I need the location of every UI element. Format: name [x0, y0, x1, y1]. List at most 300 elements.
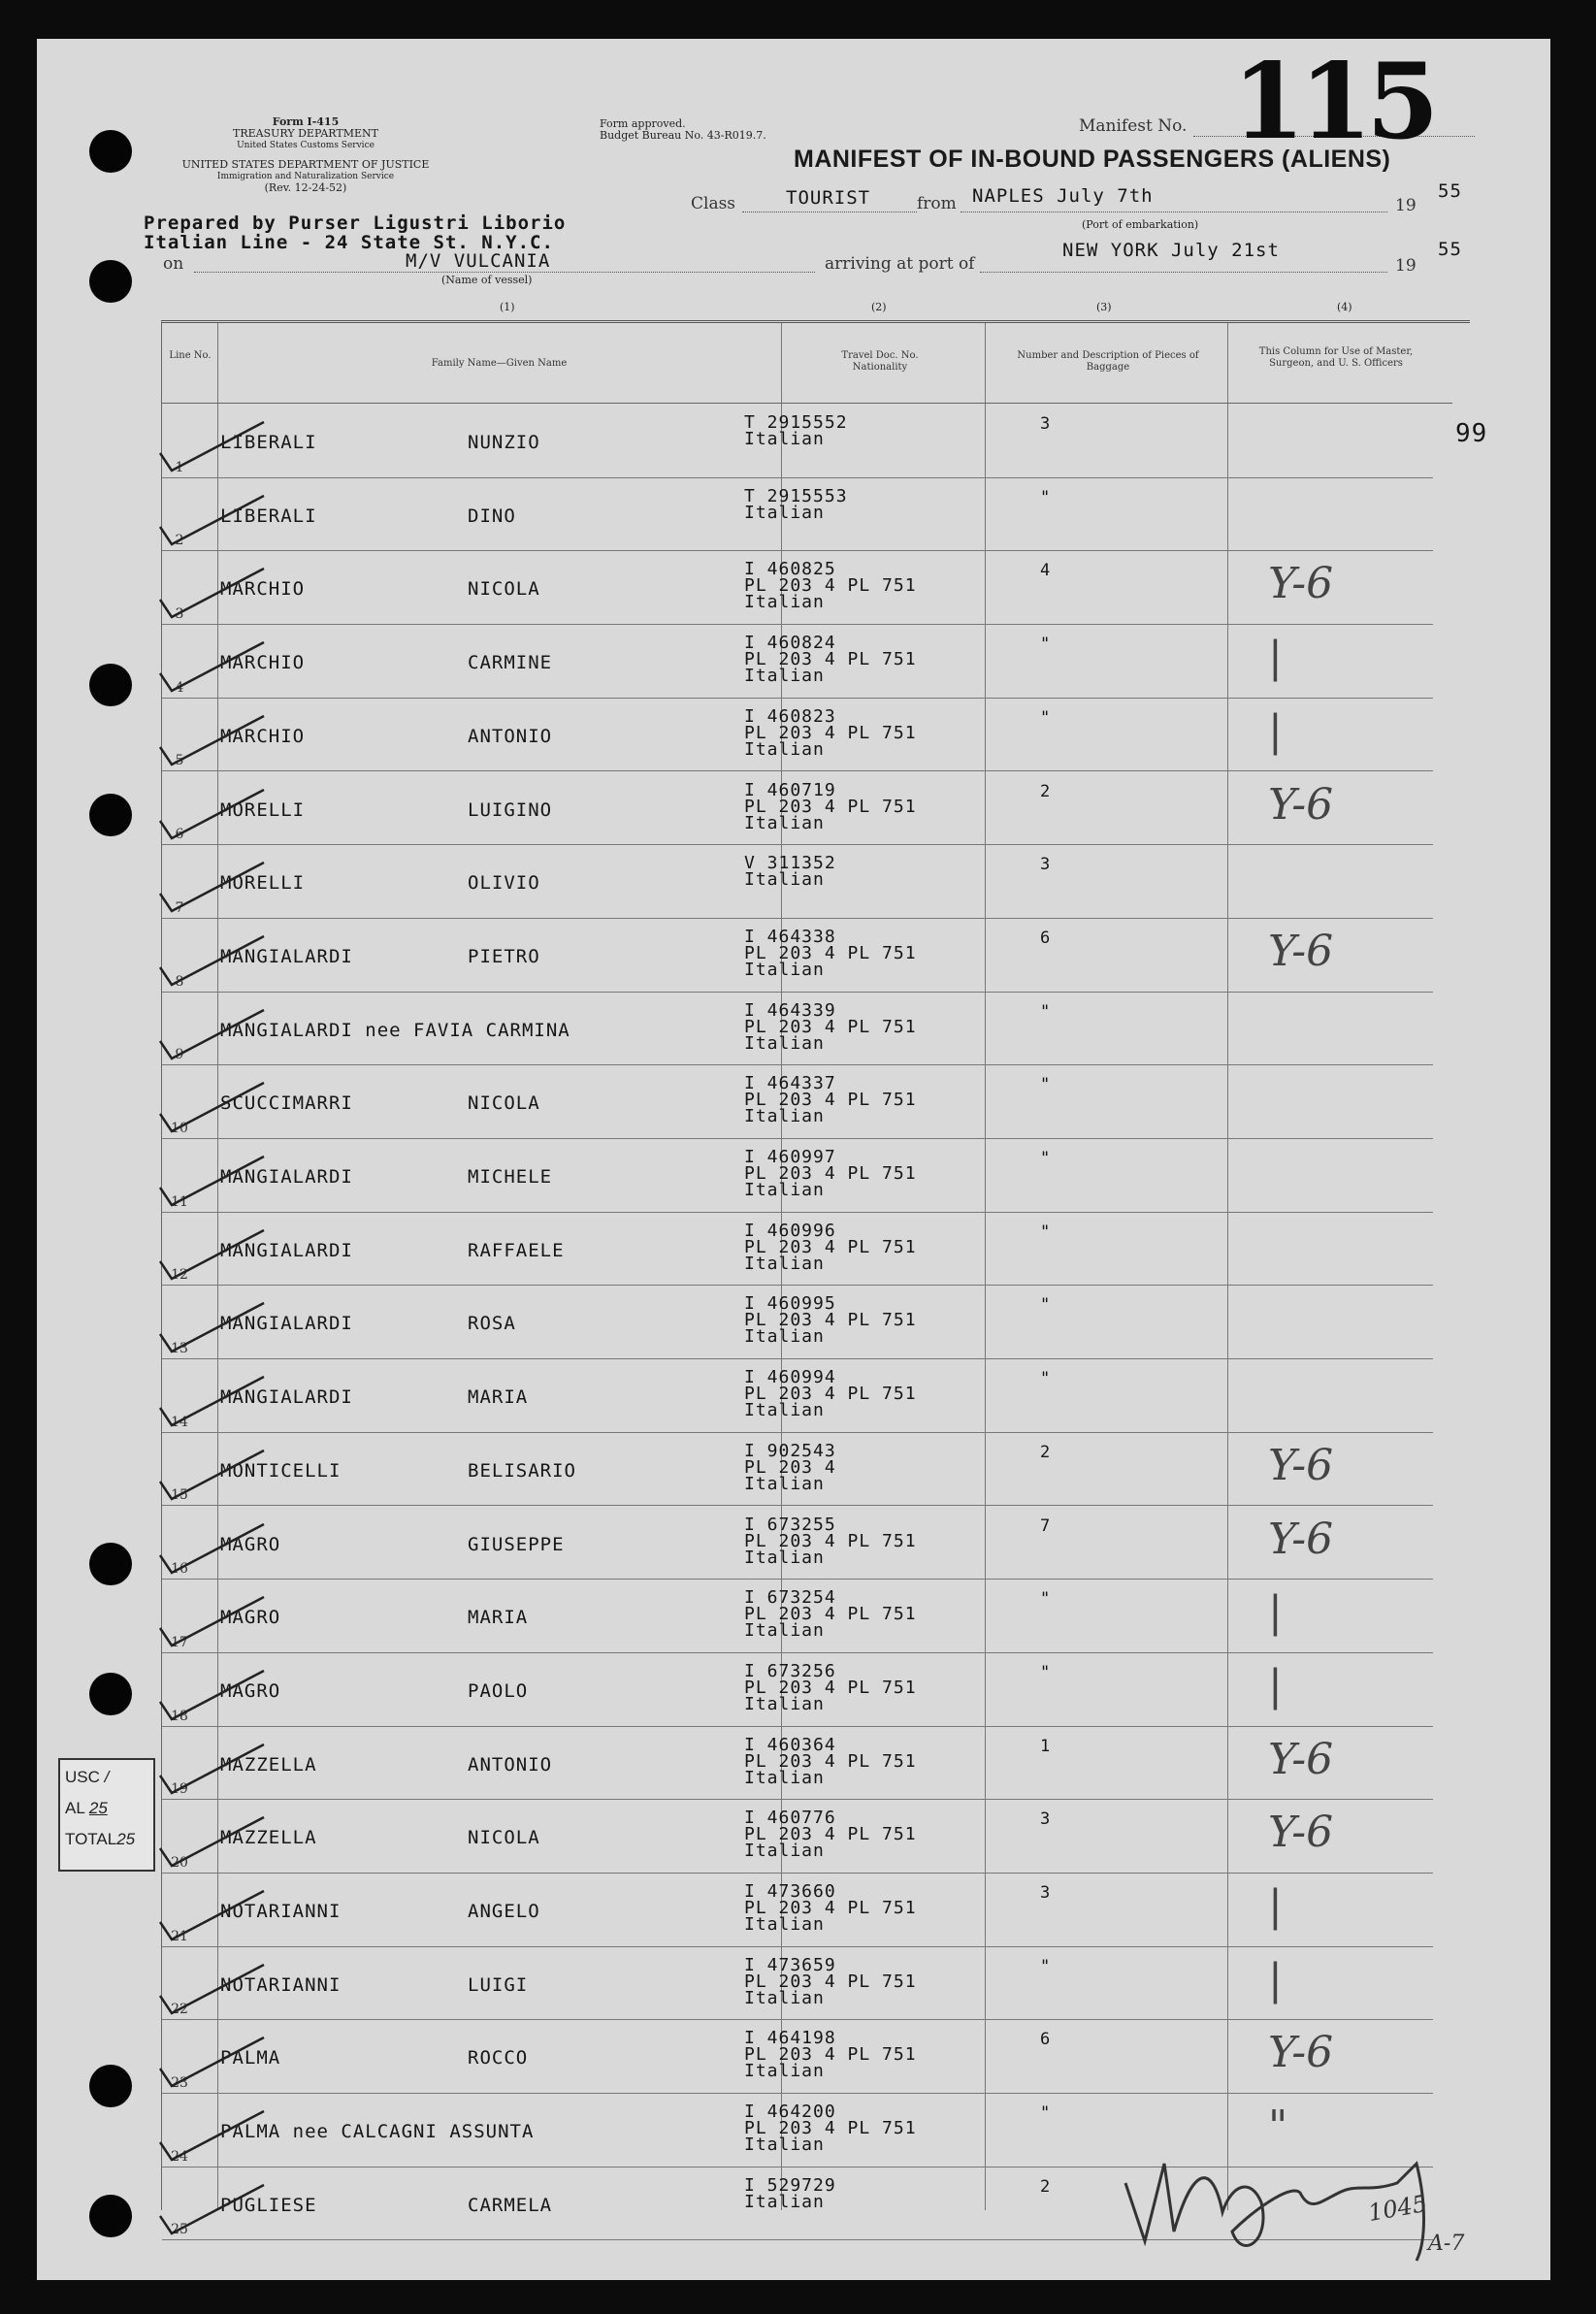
travel-doc-doc: V 311352	[744, 853, 836, 874]
family-name: NOTARIANNI	[220, 1973, 342, 1996]
given-name: LUIGINO	[468, 798, 553, 821]
baggage-count: 3	[1040, 855, 1052, 875]
class-value: TOURIST	[786, 187, 871, 209]
baggage-count: 6	[1040, 2030, 1052, 2050]
baggage-count: "	[1040, 1369, 1052, 1389]
travel-doc-pl: PL 203 4 PL 751	[744, 2044, 917, 2066]
baggage-count: "	[1040, 1001, 1052, 1022]
travel-doc-nat: Italian	[744, 1987, 825, 2008]
usc-label: USC	[65, 1768, 100, 1786]
travel-doc-nat: Italian	[744, 1032, 825, 1054]
travel-doc	[744, 1440, 836, 1494]
travel-doc-doc: I 529729	[744, 2174, 836, 2196]
travel-doc-pl: PL 203 4 PL 751	[744, 942, 917, 963]
travel-doc-nat: Italian	[744, 2191, 825, 2212]
line-number: 14	[171, 1414, 188, 1430]
travel-doc-doc: I 673254	[744, 1587, 836, 1609]
travel-doc-pl: PL 203 4 PL 751	[744, 649, 917, 670]
family-name: MAGRO	[220, 1607, 281, 1629]
officer-mark: Y-6	[1268, 1734, 1334, 1784]
officer-mark: |	[1268, 1587, 1283, 1638]
line-number: 13	[171, 1341, 188, 1357]
given-name: DINO	[468, 505, 516, 527]
manifest-table	[161, 320, 1470, 2238]
family-name: MONTICELLI	[220, 1459, 342, 1482]
form-header-left	[160, 116, 451, 194]
check-mark-icon	[152, 1222, 269, 1290]
line-number: 2	[175, 533, 184, 549]
table-row	[162, 772, 1433, 846]
travel-doc-pl: PL 203 4 PL 751	[744, 1310, 917, 1331]
baggage-count: 6	[1040, 928, 1052, 948]
table-row	[162, 1727, 1433, 1801]
check-mark-icon	[152, 488, 269, 556]
check-mark-icon	[152, 1443, 269, 1511]
travel-doc	[744, 1660, 917, 1714]
family-name: PUGLIESE	[220, 2194, 317, 2216]
baggage-count: "	[1040, 1662, 1052, 1682]
officer-mark: |	[1268, 1660, 1283, 1711]
table-row	[162, 1653, 1433, 1727]
baggage-count: "	[1040, 1956, 1052, 1976]
table-row	[162, 1286, 1433, 1359]
travel-doc	[744, 926, 917, 980]
travel-doc-nat: Italian	[744, 1620, 825, 1642]
travel-doc-pl: PL 203 4 PL 751	[744, 1530, 917, 1551]
justice-dept: UNITED STATES DEPARTMENT OF JUSTICE	[181, 158, 430, 171]
family-name: MANGIALARDI	[220, 945, 353, 967]
officer-mark: |	[1268, 1881, 1283, 1931]
family-name: MARCHIO	[220, 652, 306, 674]
line-number: 19	[171, 1781, 188, 1798]
table-row	[162, 478, 1433, 552]
al-label: AL	[65, 1799, 85, 1817]
travel-doc	[744, 414, 848, 447]
table-row	[162, 405, 1433, 478]
officer-mark: Y-6	[1268, 926, 1334, 976]
travel-doc-doc: I 464198	[744, 2028, 836, 2049]
baggage-count: 3	[1040, 414, 1052, 434]
travel-doc-doc: I 460994	[744, 1367, 836, 1388]
check-mark-icon	[152, 1075, 269, 1143]
travel-doc	[744, 1293, 917, 1348]
travel-doc-nat: Italian	[744, 1841, 825, 1862]
given-name: OLIVIO	[468, 872, 540, 895]
travel-doc-nat: Italian	[744, 2135, 825, 2156]
prepared-by: Prepared by Purser Ligustri Liborio	[144, 212, 567, 234]
line-number: 25	[171, 2222, 188, 2238]
travel-doc	[744, 705, 917, 760]
travel-doc-nat: Italian	[744, 869, 825, 891]
check-mark-icon	[152, 1883, 269, 1951]
year-value: 55	[1438, 180, 1462, 202]
table-row	[162, 1507, 1433, 1581]
punch-hole	[89, 130, 132, 173]
vessel-note: (Name of vessel)	[441, 274, 533, 286]
from-value: NAPLES July 7th	[972, 185, 1154, 207]
usc-value: /	[104, 1768, 110, 1786]
officer-mark: Y-6	[1268, 779, 1334, 830]
given-name: RAFFAELE	[468, 1239, 565, 1261]
check-mark-icon	[152, 1516, 269, 1584]
travel-doc-nat: Italian	[744, 1547, 825, 1568]
travel-doc-nat: Italian	[744, 738, 825, 760]
given-name: CARMELA	[468, 2194, 553, 2216]
header-baggage: Number and Description of Pieces of Baggage	[1017, 350, 1199, 373]
travel-doc-doc: T 2915553	[744, 485, 848, 506]
check-mark-icon	[152, 1957, 269, 2025]
line-number: 16	[171, 1561, 188, 1578]
baggage-count: "	[1040, 1222, 1052, 1242]
travel-doc-pl: PL 203 4 PL 751	[744, 2118, 917, 2139]
travel-doc	[744, 1954, 917, 2008]
family-name: PALMA nee CALCAGNI ASSUNTA	[220, 2121, 535, 2143]
travel-doc-pl: PL 203 4 PL 751	[744, 1604, 917, 1625]
form-approval	[600, 118, 766, 142]
table-row	[162, 919, 1433, 993]
baggage-count: "	[1040, 635, 1052, 655]
travel-doc-pl: PL 203 4 PL 751	[744, 575, 917, 597]
travel-doc	[744, 1073, 917, 1127]
given-name: LUIGI	[468, 1973, 529, 1996]
given-name: MARIA	[468, 1386, 529, 1409]
given-name: ROSA	[468, 1313, 516, 1335]
given-name: NICOLA	[468, 1827, 540, 1849]
travel-doc-nat: Italian	[744, 429, 825, 449]
al-value: 25	[88, 1799, 108, 1817]
manifest-no-label: Manifest No.	[1079, 116, 1188, 136]
travel-doc-nat: Italian	[744, 1106, 825, 1127]
check-mark-icon	[152, 1295, 269, 1363]
travel-doc-nat: Italian	[744, 1326, 825, 1348]
officer-mark: Y-6	[1268, 1514, 1334, 1564]
check-mark-icon	[152, 782, 269, 850]
travel-doc	[744, 1222, 917, 1272]
punch-hole	[89, 2065, 132, 2107]
family-name: PALMA	[220, 2047, 281, 2070]
family-name: LIBERALI	[220, 432, 317, 453]
travel-doc-pl: PL 203 4 PL 751	[744, 796, 917, 817]
travel-doc-doc: I 460996	[744, 1220, 836, 1241]
given-name: NUNZIO	[468, 432, 540, 453]
travel-doc	[744, 1587, 917, 1642]
officer-mark: Y-6	[1268, 1808, 1334, 1858]
travel-doc-doc: I 460997	[744, 1147, 836, 1167]
count-stamp	[58, 1758, 155, 1872]
travel-doc	[744, 1367, 917, 1421]
check-mark-icon	[152, 1369, 269, 1437]
travel-doc	[744, 2174, 836, 2212]
check-mark-icon	[152, 2177, 269, 2245]
family-name: MANGIALARDI	[220, 1386, 353, 1409]
travel-doc-pl: PL 203 4 PL 751	[744, 1898, 917, 1918]
check-mark-icon	[152, 2030, 269, 2098]
table-row	[162, 1359, 1433, 1433]
header-name: Family Name—Given Name	[431, 358, 568, 369]
punch-hole	[89, 794, 132, 836]
travel-doc-pl: PL 203 4 PL 751	[744, 1090, 917, 1111]
line-number: 5	[175, 753, 184, 769]
arriving-label: arriving at port of	[825, 254, 975, 274]
travel-doc-nat: Italian	[744, 2061, 825, 2082]
punch-hole	[89, 2195, 132, 2237]
travel-doc-pl: PL 203 4 PL 751	[744, 722, 917, 743]
travel-doc	[744, 1734, 917, 1788]
line-number: 12	[171, 1267, 188, 1284]
baggage-count: 2	[1040, 781, 1052, 801]
travel-doc	[744, 1149, 917, 1198]
manifest-title: MANIFEST OF IN-BOUND PASSENGERS (ALIENS)	[794, 146, 1391, 173]
travel-doc-pl: PL 203 4 PL 751	[744, 1384, 917, 1405]
manifest-number: 115	[1232, 41, 1434, 163]
given-name: PIETRO	[468, 945, 540, 967]
arriving-line	[980, 272, 1387, 273]
check-mark-icon	[152, 929, 269, 996]
table-row	[162, 993, 1433, 1066]
line-number: 8	[175, 973, 184, 990]
on-label: on	[163, 254, 184, 274]
travel-doc-doc: I 902543	[744, 1440, 836, 1461]
family-name: SCUCCIMARRI	[220, 1092, 353, 1115]
budget-text: Budget Bureau No. 43-R019.7.	[600, 129, 766, 142]
line-number: 6	[175, 827, 184, 843]
travel-doc	[744, 853, 836, 891]
signature-number: 1045	[1366, 2189, 1430, 2228]
travel-doc-pl: PL 203 4 PL 751	[744, 1824, 917, 1845]
check-mark-icon	[152, 414, 269, 482]
travel-doc	[744, 485, 848, 523]
travel-doc-doc: I 460825	[744, 559, 836, 580]
travel-doc-doc: I 460995	[744, 1293, 836, 1315]
baggage-count: "	[1040, 1589, 1052, 1610]
family-name: MANGIALARDI	[220, 1166, 353, 1188]
punch-hole	[89, 1543, 132, 1585]
travel-doc-doc: I 464200	[744, 2102, 836, 2123]
travel-doc-nat: Italian	[744, 1767, 825, 1788]
given-name: NICOLA	[468, 578, 540, 601]
signature	[1106, 2125, 1514, 2280]
travel-doc-doc: I 460364	[744, 1734, 836, 1755]
travel-doc	[744, 2102, 917, 2156]
punch-hole	[89, 260, 132, 303]
officer-mark: |	[1268, 705, 1283, 756]
travel-doc-pl: PL 203 4	[744, 1456, 836, 1478]
family-name: MANGIALARDI	[220, 1313, 353, 1335]
line-number: 4	[175, 679, 184, 696]
baggage-count: "	[1040, 1149, 1052, 1168]
col-number-3: (3)	[1096, 301, 1112, 313]
table-row	[162, 1800, 1433, 1874]
baggage-count: "	[1040, 1075, 1052, 1095]
check-mark-icon	[152, 708, 269, 776]
check-mark-icon	[152, 635, 269, 702]
check-mark-icon	[152, 2103, 269, 2171]
travel-doc-nat: Italian	[744, 1914, 825, 1935]
baggage-count: "	[1040, 707, 1052, 728]
travel-doc	[744, 633, 917, 687]
col-number-1: (1)	[500, 301, 515, 313]
travel-doc-doc: I 460776	[744, 1808, 836, 1829]
travel-doc-nat: Italian	[744, 1400, 825, 1421]
baggage-count: 3	[1040, 1883, 1052, 1903]
header-travel-doc: Travel Doc. No. Nationality	[841, 350, 919, 373]
page-mark: 99	[1455, 419, 1488, 448]
check-mark-icon	[152, 1663, 269, 1731]
table-row	[162, 1874, 1433, 1947]
line-number: 9	[175, 1047, 184, 1063]
family-name: MANGIALARDI	[220, 1239, 353, 1261]
travel-doc	[744, 2028, 917, 2082]
officer-mark: Y-6	[1268, 559, 1334, 609]
year-prefix: 19	[1395, 196, 1417, 215]
family-name: MARCHIO	[220, 578, 306, 601]
travel-doc	[744, 1883, 917, 1933]
travel-doc-nat: Italian	[744, 1693, 825, 1714]
baggage-count: 3	[1040, 1809, 1052, 1830]
travel-doc-doc: I 473660	[744, 1881, 836, 1902]
ins-service: Immigration and Naturalization Service	[216, 172, 395, 181]
line-number: 24	[171, 2148, 188, 2165]
baggage-count: 2	[1040, 2176, 1052, 2197]
customs-service: United States Customs Service	[237, 141, 375, 150]
travel-doc-pl: PL 203 4 PL 751	[744, 1750, 917, 1772]
arriving-year-prefix: 19	[1395, 256, 1417, 276]
travel-doc	[744, 999, 917, 1054]
header-officers: This Column for Use of Master, Surgeon, and U. S. Officers	[1258, 346, 1414, 369]
baggage-count: "	[1040, 487, 1052, 507]
line-number: 1	[175, 459, 184, 475]
travel-doc-pl: PL 203 4 PL 751	[744, 1677, 917, 1698]
travel-doc	[744, 559, 917, 613]
check-mark-icon	[152, 561, 269, 629]
family-name: MARCHIO	[220, 725, 306, 747]
travel-doc-nat: Italian	[744, 666, 825, 687]
officer-mark: Y-6	[1268, 2028, 1334, 2078]
travel-doc-doc: I 464337	[744, 1073, 836, 1094]
given-name: MARIA	[468, 1607, 529, 1629]
travel-doc-nat: Italian	[744, 592, 825, 613]
table-row	[162, 551, 1433, 625]
given-name: NICOLA	[468, 1092, 540, 1115]
travel-doc-pl: PL 203 4 PL 751	[744, 1971, 917, 1992]
travel-doc-nat: Italian	[744, 1473, 825, 1494]
baggage-count: "	[1040, 2103, 1052, 2124]
family-name: LIBERALI	[220, 505, 317, 527]
baggage-count: 1	[1040, 1736, 1052, 1756]
header-rule	[162, 403, 1452, 404]
check-mark-icon	[152, 1809, 269, 1877]
table-row	[162, 845, 1433, 919]
family-name: MORELLI	[220, 798, 306, 821]
port-embarkation-note: (Port of embarkation)	[1082, 218, 1199, 231]
family-name: MAGRO	[220, 1533, 281, 1555]
check-mark-icon	[152, 1002, 269, 1070]
family-name: MAZZELLA	[220, 1753, 317, 1776]
check-mark-icon	[152, 855, 269, 923]
form-number: Form I-415	[272, 115, 340, 128]
travel-doc-doc: I 464338	[744, 926, 836, 947]
travel-doc-pl: PL 203 4 PL 751	[744, 1016, 917, 1037]
col-number-2: (2)	[871, 301, 887, 313]
signature-number-2: A-7	[1428, 2232, 1465, 2256]
travel-doc-nat: Italian	[744, 502, 825, 523]
officer-mark: |	[1268, 633, 1283, 683]
travel-doc	[744, 1516, 917, 1566]
line-number: 11	[171, 1193, 188, 1210]
line-number: 7	[175, 899, 184, 916]
line-number: 22	[171, 2002, 188, 2018]
from-label: from	[917, 194, 957, 213]
travel-doc-doc: I 673256	[744, 1660, 836, 1681]
header-line-no: Line No.	[169, 350, 212, 361]
travel-doc-nat: Italian	[744, 1253, 825, 1274]
family-name: MORELLI	[220, 872, 306, 895]
arriving-value: NEW YORK July 21st	[1062, 240, 1280, 261]
given-name: ROCCO	[468, 2047, 529, 2070]
line-number: 23	[171, 2075, 188, 2092]
class-label: Class	[691, 194, 736, 213]
table-row	[162, 1580, 1433, 1653]
travel-doc	[744, 779, 917, 833]
officer-mark: "	[1268, 2102, 1288, 2152]
travel-doc-doc: I 673255	[744, 1514, 836, 1535]
vessel-line	[194, 272, 815, 273]
check-mark-icon	[152, 1149, 269, 1217]
given-name: PAOLO	[468, 1679, 529, 1702]
table-row	[162, 2020, 1433, 2094]
baggage-count: "	[1040, 1295, 1052, 1316]
given-name: GIUSEPPE	[468, 1533, 565, 1555]
line-number: 10	[171, 1120, 188, 1136]
line-number: 3	[175, 606, 184, 623]
punch-hole	[89, 1673, 132, 1715]
table-row	[162, 1139, 1433, 1213]
family-name: MANGIALARDI nee FAVIA CARMINA	[220, 1019, 570, 1041]
table-row	[162, 1213, 1433, 1287]
travel-doc-doc: I 460719	[744, 779, 836, 800]
approved-text: Form approved.	[600, 117, 686, 130]
table-row	[162, 625, 1433, 699]
family-name: NOTARIANNI	[220, 1901, 342, 1922]
travel-doc-doc: T 2915552	[744, 412, 848, 433]
line-address: Italian Line - 24 State St. N.Y.C.	[144, 232, 554, 253]
table-row	[162, 699, 1433, 772]
col-number-4: (4)	[1337, 301, 1352, 313]
baggage-count: 2	[1040, 1442, 1052, 1462]
given-name: ANGELO	[468, 1901, 540, 1922]
table-row	[162, 1433, 1433, 1507]
punch-hole	[89, 664, 132, 706]
table-row	[162, 1947, 1433, 2021]
vessel-name: M/V VULCANIA	[406, 250, 551, 272]
line-number: 18	[171, 1708, 188, 1724]
line-number: 21	[171, 1928, 188, 1944]
travel-doc-doc: I 460824	[744, 633, 836, 654]
check-mark-icon	[152, 1589, 269, 1657]
given-name: CARMINE	[468, 652, 553, 674]
baggage-count: 4	[1040, 561, 1052, 581]
travel-doc-pl: PL 203 4 PL 751	[744, 1163, 917, 1184]
family-name: MAGRO	[220, 1679, 281, 1702]
given-name: ANTONIO	[468, 1753, 553, 1776]
baggage-count: 7	[1040, 1516, 1052, 1536]
travel-doc-nat: Italian	[744, 812, 825, 833]
table-row	[162, 1065, 1433, 1139]
given-name: BELISARIO	[468, 1459, 576, 1482]
travel-doc-doc: I 460823	[744, 705, 836, 727]
line-number: 15	[171, 1487, 188, 1504]
arriving-year: 55	[1438, 239, 1462, 260]
